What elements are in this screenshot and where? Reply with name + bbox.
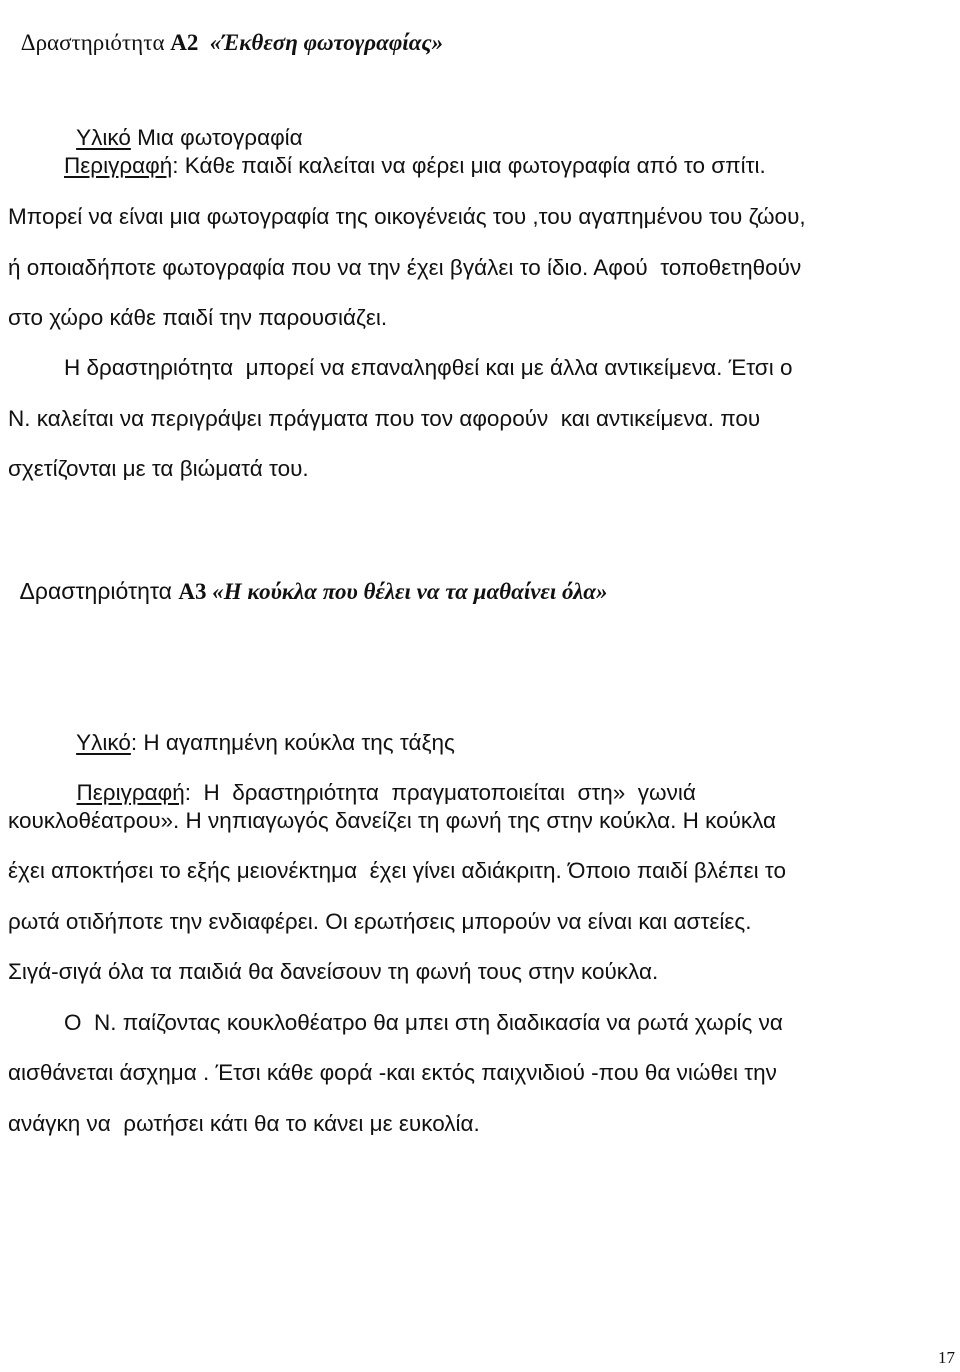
a3-description-first-line <box>64 759 696 804</box>
a2-material-label: Υλικό <box>76 124 131 150</box>
a3-paragraph-line: έχει αποκτήσει το εξής μειονέκτημα έχει γίνει αδιάκριτη. Όποιο παιδί βλέπει το <box>8 858 787 883</box>
a2-heading <box>8 8 443 54</box>
a2-description-text: : Κάθε παιδί καλείται να φέρει μια φωτογραφία από το σπίτι. <box>172 153 766 178</box>
a3-material-value: : Η αγαπημένη κούκλα της τάξης <box>130 729 455 755</box>
a3-paragraph-line: αισθάνεται άσχημα . Έτσι κάθε φορά -και εκτός παιχνιδιού -που θα νιώθει την <box>8 1060 777 1085</box>
a3-paragraph-line: κουκλοθέατρου». Η νηπιαγωγός δανείζει τη φωνή της στην κούκλα. Η κούκλα <box>8 808 777 833</box>
a2-heading-prefix: Δραστηριότητα <box>20 30 171 55</box>
a3-paragraph-line: Σιγά-σιγά όλα τα παιδιά θα δανείσουν τη φωνή τους στην κούκλα. <box>8 959 659 984</box>
a3-material-label: Υλικό <box>76 729 131 755</box>
a2-paragraph-line: σχετίζονται με τα βιώματά του. <box>8 456 309 481</box>
a3-heading-title: «Η κούκλα που θέλει να τα μαθαίνει όλα» <box>206 579 608 604</box>
a2-paragraph-line: Ν. καλείται να περιγράψει πράγματα που τον αφορούν και αντικείμενα. που <box>8 406 761 431</box>
a3-paragraph-line: ρωτά οτιδήποτε την ενδιαφέρει. Οι ερωτήσεις μπορούν να είναι και αστείες. <box>8 909 752 934</box>
a2-paragraph-line: στο χώρο κάθε παιδί την παρουσιάζει. <box>8 305 388 330</box>
a3-heading-prefix: Δραστηριότητα <box>19 578 179 604</box>
a2-paragraph-line: ή οποιαδήποτε φωτογραφία που να την έχει βγάλει το ίδιο. Αφού τοποθετηθούν <box>8 255 802 280</box>
a3-description-label: Περιγραφή <box>76 779 185 805</box>
a2-material-value: Μια φωτογραφία <box>130 124 303 150</box>
a2-heading-code: Α2 <box>170 30 199 55</box>
a2-heading-title: «Έκθεση φωτογραφίας» <box>209 30 444 55</box>
a2-description-label: Περιγραφή <box>64 153 173 178</box>
a3-description-text: : Η δραστηριότητα πραγματοποιείται στη» γωνιά <box>184 779 696 805</box>
a2-paragraph-line: Η δραστηριότητα μπορεί να επαναληφθεί και με άλλα αντικείμενα. Έτσι ο <box>64 355 793 380</box>
a3-paragraph-line: Ο Ν. παίζοντας κουκλοθέατρο θα μπει στη διαδικασία να ρωτά χωρίς να <box>64 1010 783 1035</box>
a3-heading <box>8 557 608 603</box>
a3-heading-code: Α3 <box>178 579 207 604</box>
a3-material <box>64 709 455 754</box>
a2-material <box>64 104 303 149</box>
a2-paragraph-line: Μπορεί να είναι μια φωτογραφία της οικογένειάς του ,του αγαπημένου του ζώου, <box>8 204 806 229</box>
a2-description-first-line <box>64 155 950 178</box>
page-number: 17 <box>938 1348 955 1367</box>
a3-paragraph-line: ανάγκη να ρωτήσει κάτι θα το κάνει με ευκολία. <box>8 1111 480 1136</box>
